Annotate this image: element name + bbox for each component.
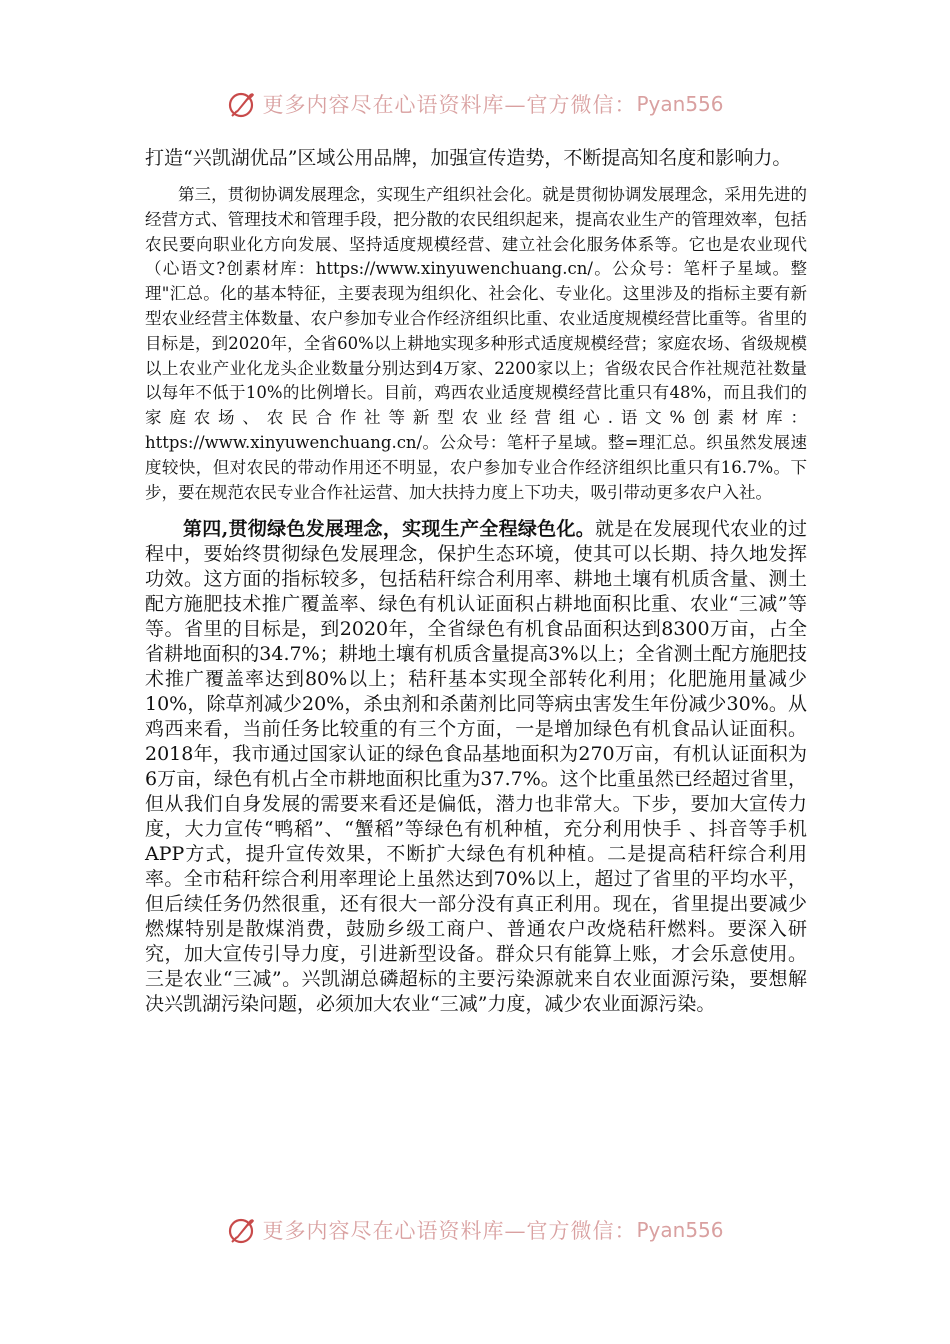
banner-text: 更多内容尽在心语资料库—官方微信： [262, 1219, 637, 1243]
banner-wechat-id: Pyan556 [636, 1218, 724, 1242]
header-banner [0, 84, 950, 124]
paragraph-3-heading: 第四,贯彻绿色发展理念，实现生产全程绿色化。 [183, 518, 596, 541]
paragraph-3 [145, 517, 807, 1017]
banner-wechat-id: Pyan556 [636, 92, 724, 116]
footer-banner [0, 1210, 950, 1250]
banner-text: 更多内容尽在心语资料库—官方微信： [262, 93, 637, 117]
paragraph-2: 第三，贯彻协调发展理念，实现生产组织社会化。就是贯彻协调发展理念，采用先进的经营方式、管理技术和管理手段，把分散的农民组织起来，提高农业生产的管理效率，包括农民要向职业化方向发展、坚持适度规模经营、建立社会化服务体系等。它也是农业现代（心语文?创素材库：https://www.xinyuwenchuang.cn/。公众号：笔杆子星域。整理"汇总。化的基本特征，主要表现为组织化、社会化、专业化。这里涉及的指标主要有新型农业经营主体数量、农户参加专业合作经济组织比重、农业适度规模经营比重等。省里的目标是，到2020年，全省60%以上耕地实现多种形式适度规模经营；家庭农场、省级规模以上农业产业化龙头企业数量分别达到4万家、2200家以上；省级农民合作社规范社数量以每年不低于10%的比例增长。目前，鸡西农业适度规模经营比重只有48%，而且我们的家庭农场、农民合作社等新型农业经营组心.语文%创素材库：https://www.xinyuwenchuang.cn/。公众号：笔杆子星域。整=理汇总。织虽然发展速度较快，但对农民的带动作用还不明显，农户参加专业合作经济组织比重只有16.7%。下步，要在规范农民专业合作社运营、加大扶持力度上下功夫，吸引带动更多农户入社。 [145, 185, 807, 502]
paragraph-1: 打造“兴凯湖优品”区域公用品牌，加强宣传造势，不断提高知名度和影响力。 [145, 147, 792, 169]
document-body [145, 146, 807, 1017]
paragraph-3-body: 就是在发展现代农业的过程中，要始终贯彻绿色发展理念，保护生态环境，使其可以长期、持久地发挥功效。这方面的指标较多，包括秸秆综合利用率、耕地土壤有机质含量、测土配方施肥技术推广覆盖率、绿色有机认证面积占耕地面积比重、农业“三减”等等。省里的目标是，到2020年，全省绿色有机食品面积达到8300万亩，占全省耕地面积的34.7%；耕地土壤有机质含量提高3%以上；全省测土配方施肥技术推广覆盖率达到80%以上；秸秆基本实现全部转化利用；化肥施用量减少10%，除草剂减少20%，杀虫剂和杀菌剂比同等病虫害发生年份减少30%。从鸡西来看，当前任务比较重的有三个方面，一是增加绿色有机食品认证面积。2018年，我市通过国家认证的绿色食品基地面积为270万亩，有机认证面积为6万亩，绿色有机占全市耕地面积比重为37.7%。这个比重虽然已经超过省里，但从我们自身发展的需要来看还是偏低，潜力也非常大。下步，要加大宣传力度，大力宣传“鸭稻”、“蟹稻”等绿色有机种植，充分利用快手 、抖音等手机APP方式，提升宣传效果，不断扩大绿色有机种植。二是提高秸秆综合利用率。全市秸秆综合利用率理论上虽然达到70%以上，超过了省里的平均水平，但后续任务仍然很重，还有很大一部分没有真正利用。现在，省里提出要减少燃煤特别是散煤消费，鼓励乡级工商户、普通农户改烧秸秆燃料。要深入研究，加大宣传引导力度，引进新型设备。群众只有能算上账，才会乐意使用。三是农业“三减”。兴凯湖总磷超标的主要污染源就来自农业面源污染，要想解决兴凯湖污染问题，必须加大农业“三减”力度，减少农业面源污染。 [145, 518, 807, 1016]
quill-logo-icon [226, 1214, 258, 1246]
quill-logo-icon [226, 88, 258, 120]
